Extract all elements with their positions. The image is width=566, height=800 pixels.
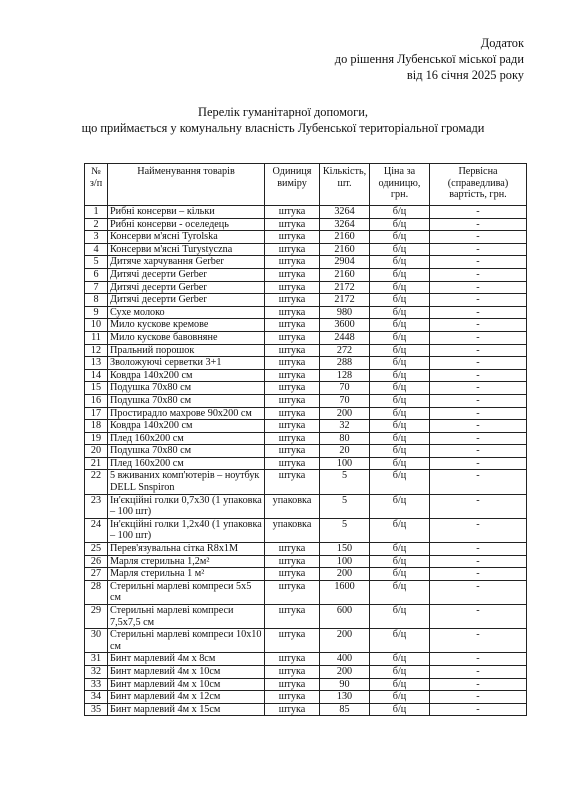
table-row	[85, 678, 527, 691]
cell-quantity: 200	[320, 407, 370, 420]
cell-quantity: 130	[320, 691, 370, 704]
appendix-decision: до рішення Лубенської міської ради	[334, 52, 524, 66]
cell-unit: штука	[265, 703, 320, 716]
cell-name: Подушка 70х80 см	[108, 445, 265, 458]
header-value: Первісна (справедлива) вартість, грн.	[430, 164, 527, 206]
cell-price: б/ц	[370, 445, 430, 458]
cell-unit: штука	[265, 319, 320, 332]
cell-price: б/ц	[370, 580, 430, 604]
table-row	[85, 344, 527, 357]
cell-name: Консерви м'ясні Turystyczna	[108, 243, 265, 256]
cell-number: 29	[85, 605, 108, 629]
heading-line-2: що приймається у комунальну власність Лубенської територіальної громади	[81, 121, 485, 135]
cell-price: б/ц	[370, 357, 430, 370]
table-row	[85, 470, 527, 494]
cell-name: Бинт марлевий 4м х 10см	[108, 665, 265, 678]
cell-name: Бинт марлевий 4м х 10см	[108, 678, 265, 691]
cell-quantity: 150	[320, 543, 370, 556]
cell-number: 8	[85, 294, 108, 307]
cell-quantity: 20	[320, 445, 370, 458]
cell-price: б/ц	[370, 568, 430, 581]
table-row	[85, 281, 527, 294]
cell-unit: штука	[265, 605, 320, 629]
cell-number: 4	[85, 243, 108, 256]
cell-unit: штука	[265, 382, 320, 395]
cell-value: -	[430, 445, 527, 458]
cell-unit: упаковка	[265, 494, 320, 518]
cell-value: -	[430, 470, 527, 494]
cell-quantity: 2172	[320, 281, 370, 294]
table-row	[85, 319, 527, 332]
cell-name: Рибні консерви – кільки	[108, 206, 265, 219]
cell-value: -	[430, 281, 527, 294]
cell-name: Марля стерильна 1 м²	[108, 568, 265, 581]
cell-unit: штука	[265, 206, 320, 219]
cell-name: Плед 160х200 см	[108, 457, 265, 470]
cell-price: б/ц	[370, 457, 430, 470]
cell-number: 32	[85, 665, 108, 678]
table-row	[85, 231, 527, 244]
cell-number: 5	[85, 256, 108, 269]
cell-number: 28	[85, 580, 108, 604]
table-row	[85, 543, 527, 556]
cell-quantity: 3600	[320, 319, 370, 332]
cell-price: б/ц	[370, 665, 430, 678]
cell-value: -	[430, 294, 527, 307]
cell-quantity: 128	[320, 369, 370, 382]
cell-number: 30	[85, 629, 108, 653]
table-row	[85, 357, 527, 370]
cell-price: б/ц	[370, 256, 430, 269]
cell-quantity: 100	[320, 457, 370, 470]
cell-price: б/ц	[370, 382, 430, 395]
cell-quantity: 5	[320, 494, 370, 518]
table-row	[85, 306, 527, 319]
cell-name: Подушка 70х80 см	[108, 382, 265, 395]
cell-price: б/ц	[370, 206, 430, 219]
cell-price: б/ц	[370, 344, 430, 357]
cell-price: б/ц	[370, 306, 430, 319]
cell-price: б/ц	[370, 605, 430, 629]
table-row	[85, 445, 527, 458]
cell-name: Дитячі десерти Gerber	[108, 281, 265, 294]
cell-price: б/ц	[370, 518, 430, 542]
cell-name: Бинт марлевий 4м х 12см	[108, 691, 265, 704]
cell-price: б/ц	[370, 268, 430, 281]
cell-value: -	[430, 580, 527, 604]
cell-quantity: 100	[320, 555, 370, 568]
table-row	[85, 218, 527, 231]
cell-value: -	[430, 518, 527, 542]
cell-price: б/ц	[370, 331, 430, 344]
cell-quantity: 200	[320, 665, 370, 678]
table-row	[85, 294, 527, 307]
cell-number: 35	[85, 703, 108, 716]
cell-quantity: 980	[320, 306, 370, 319]
cell-unit: штука	[265, 331, 320, 344]
cell-number: 18	[85, 420, 108, 433]
cell-number: 23	[85, 494, 108, 518]
cell-unit: штука	[265, 691, 320, 704]
cell-number: 10	[85, 319, 108, 332]
table-row	[85, 665, 527, 678]
cell-price: б/ц	[370, 369, 430, 382]
cell-quantity: 5	[320, 470, 370, 494]
cell-name: Ковдра 140х200 см	[108, 420, 265, 433]
cell-value: -	[430, 653, 527, 666]
cell-unit: штука	[265, 653, 320, 666]
table-row	[85, 605, 527, 629]
cell-value: -	[430, 256, 527, 269]
cell-name: Сухе молоко	[108, 306, 265, 319]
cell-unit: штука	[265, 243, 320, 256]
cell-price: б/ц	[370, 703, 430, 716]
cell-name: Консерви м'ясні Tyrolska	[108, 231, 265, 244]
table-row	[85, 407, 527, 420]
cell-value: -	[430, 306, 527, 319]
cell-name: Дитячі десерти Gerber	[108, 268, 265, 281]
cell-unit: штука	[265, 344, 320, 357]
table-row	[85, 268, 527, 281]
cell-name: Ковдра 140х200 см	[108, 369, 265, 382]
cell-quantity: 272	[320, 344, 370, 357]
cell-price: б/ц	[370, 218, 430, 231]
table-row	[85, 206, 527, 219]
cell-value: -	[430, 629, 527, 653]
cell-number: 3	[85, 231, 108, 244]
cell-value: -	[430, 457, 527, 470]
cell-quantity: 32	[320, 420, 370, 433]
cell-price: б/ц	[370, 432, 430, 445]
table-row	[85, 243, 527, 256]
cell-name: Марля стерильна 1,2м²	[108, 555, 265, 568]
appendix-block	[335, 35, 524, 83]
cell-number: 11	[85, 331, 108, 344]
cell-quantity: 2172	[320, 294, 370, 307]
cell-quantity: 80	[320, 432, 370, 445]
cell-number: 12	[85, 344, 108, 357]
cell-name: Рибні консерви - оселедець	[108, 218, 265, 231]
cell-quantity: 2448	[320, 331, 370, 344]
table-row	[85, 331, 527, 344]
cell-number: 2	[85, 218, 108, 231]
cell-number: 21	[85, 457, 108, 470]
cell-name: Ін'єкційні голки 0,7х30 (1 упаковка – 100 шт)	[108, 494, 265, 518]
cell-name: Стерильні марлеві компреси 5х5 см	[108, 580, 265, 604]
cell-name: Зволожуючі серветки 3+1	[108, 357, 265, 370]
cell-quantity: 5	[320, 518, 370, 542]
cell-number: 6	[85, 268, 108, 281]
cell-unit: штука	[265, 665, 320, 678]
cell-number: 34	[85, 691, 108, 704]
cell-quantity: 2160	[320, 231, 370, 244]
cell-number: 9	[85, 306, 108, 319]
cell-quantity: 2160	[320, 268, 370, 281]
header-number: № з/п	[85, 164, 108, 206]
cell-unit: штука	[265, 580, 320, 604]
cell-price: б/ц	[370, 294, 430, 307]
cell-quantity: 70	[320, 382, 370, 395]
cell-quantity: 3264	[320, 218, 370, 231]
cell-number: 16	[85, 394, 108, 407]
cell-value: -	[430, 543, 527, 556]
cell-quantity: 2904	[320, 256, 370, 269]
cell-unit: штука	[265, 281, 320, 294]
cell-number: 19	[85, 432, 108, 445]
cell-number: 24	[85, 518, 108, 542]
cell-quantity: 90	[320, 678, 370, 691]
header-price: Ціна за одиницю, грн.	[370, 164, 430, 206]
cell-quantity: 1600	[320, 580, 370, 604]
cell-value: -	[430, 494, 527, 518]
cell-unit: штука	[265, 445, 320, 458]
cell-name: Плед 160х200 см	[108, 432, 265, 445]
cell-name: Дитяче харчування Gerber	[108, 256, 265, 269]
cell-unit: штука	[265, 407, 320, 420]
cell-name: Пральний порошок	[108, 344, 265, 357]
table-row	[85, 420, 527, 433]
cell-price: б/ц	[370, 653, 430, 666]
document-heading	[0, 104, 566, 136]
table-row	[85, 691, 527, 704]
cell-number: 1	[85, 206, 108, 219]
cell-quantity: 288	[320, 357, 370, 370]
cell-number: 15	[85, 382, 108, 395]
heading-line-1: Перелік гуманітарної допомоги,	[198, 105, 368, 119]
cell-value: -	[430, 407, 527, 420]
cell-value: -	[430, 703, 527, 716]
appendix-date: від 16 січня 2025 року	[406, 68, 524, 82]
cell-name: Простирадло махрове 90х200 см	[108, 407, 265, 420]
cell-value: -	[430, 319, 527, 332]
cell-unit: штука	[265, 678, 320, 691]
appendix-title: Додаток	[480, 36, 524, 50]
table-row	[85, 369, 527, 382]
header-unit: Одиниця виміру	[265, 164, 320, 206]
cell-unit: штука	[265, 543, 320, 556]
cell-unit: штука	[265, 268, 320, 281]
cell-price: б/ц	[370, 678, 430, 691]
cell-value: -	[430, 344, 527, 357]
cell-quantity: 400	[320, 653, 370, 666]
cell-value: -	[430, 231, 527, 244]
cell-name: Подушка 70х80 см	[108, 394, 265, 407]
cell-name: Перев'язувальна сітка R8х1М	[108, 543, 265, 556]
cell-unit: упаковка	[265, 518, 320, 542]
table-row	[85, 653, 527, 666]
cell-value: -	[430, 678, 527, 691]
cell-name: Мило кускове кремове	[108, 319, 265, 332]
cell-unit: штука	[265, 256, 320, 269]
table-row	[85, 457, 527, 470]
table-row	[85, 580, 527, 604]
cell-price: б/ц	[370, 494, 430, 518]
cell-name: Дитячі десерти Gerber	[108, 294, 265, 307]
cell-price: б/ц	[370, 394, 430, 407]
table-row	[85, 555, 527, 568]
cell-quantity: 200	[320, 568, 370, 581]
cell-name: Бинт марлевий 4м х 15см	[108, 703, 265, 716]
cell-price: б/ц	[370, 555, 430, 568]
cell-unit: штука	[265, 306, 320, 319]
table-row	[85, 568, 527, 581]
cell-value: -	[430, 568, 527, 581]
table-body	[85, 206, 527, 716]
cell-value: -	[430, 420, 527, 433]
table-row	[85, 394, 527, 407]
cell-price: б/ц	[370, 543, 430, 556]
table-row	[85, 382, 527, 395]
table-header-row	[85, 164, 527, 206]
cell-number: 25	[85, 543, 108, 556]
cell-price: б/ц	[370, 319, 430, 332]
table-row	[85, 518, 527, 542]
cell-unit: штука	[265, 369, 320, 382]
cell-value: -	[430, 369, 527, 382]
cell-value: -	[430, 357, 527, 370]
cell-unit: штука	[265, 629, 320, 653]
cell-value: -	[430, 665, 527, 678]
cell-value: -	[430, 555, 527, 568]
cell-name: Стерильні марлеві компреси 10х10 см	[108, 629, 265, 653]
cell-number: 27	[85, 568, 108, 581]
cell-name: Стерильні марлеві компреси 7,5х7,5 см	[108, 605, 265, 629]
cell-number: 14	[85, 369, 108, 382]
cell-quantity: 200	[320, 629, 370, 653]
cell-unit: штука	[265, 420, 320, 433]
cell-number: 33	[85, 678, 108, 691]
cell-quantity: 70	[320, 394, 370, 407]
cell-value: -	[430, 691, 527, 704]
cell-unit: штука	[265, 457, 320, 470]
cell-name: Бинт марлевий 4м х 8см	[108, 653, 265, 666]
table-row	[85, 494, 527, 518]
cell-unit: штука	[265, 568, 320, 581]
cell-quantity: 600	[320, 605, 370, 629]
cell-number: 17	[85, 407, 108, 420]
cell-number: 20	[85, 445, 108, 458]
cell-value: -	[430, 218, 527, 231]
cell-value: -	[430, 605, 527, 629]
cell-name: Ін'єкційні голки 1,2х40 (1 упаковка – 100 шт)	[108, 518, 265, 542]
cell-unit: штука	[265, 432, 320, 445]
cell-quantity: 2160	[320, 243, 370, 256]
cell-value: -	[430, 394, 527, 407]
cell-value: -	[430, 206, 527, 219]
cell-price: б/ц	[370, 420, 430, 433]
cell-value: -	[430, 243, 527, 256]
cell-unit: штука	[265, 218, 320, 231]
cell-price: б/ц	[370, 231, 430, 244]
cell-value: -	[430, 331, 527, 344]
cell-unit: штука	[265, 394, 320, 407]
cell-price: б/ц	[370, 691, 430, 704]
cell-unit: штука	[265, 555, 320, 568]
cell-number: 7	[85, 281, 108, 294]
cell-number: 26	[85, 555, 108, 568]
cell-unit: штука	[265, 470, 320, 494]
cell-quantity: 85	[320, 703, 370, 716]
cell-value: -	[430, 382, 527, 395]
cell-value: -	[430, 268, 527, 281]
cell-name: 5 вживаних комп'ютерів – ноутбук DELL Snspiron	[108, 470, 265, 494]
cell-price: б/ц	[370, 629, 430, 653]
cell-quantity: 3264	[320, 206, 370, 219]
table-row	[85, 703, 527, 716]
cell-number: 13	[85, 357, 108, 370]
table-row	[85, 629, 527, 653]
cell-number: 31	[85, 653, 108, 666]
cell-unit: штука	[265, 357, 320, 370]
table-row	[85, 432, 527, 445]
cell-unit: штука	[265, 231, 320, 244]
cell-price: б/ц	[370, 281, 430, 294]
aid-items-table	[84, 163, 527, 716]
cell-price: б/ц	[370, 407, 430, 420]
cell-value: -	[430, 432, 527, 445]
cell-unit: штука	[265, 294, 320, 307]
header-name: Найменування товарів	[108, 164, 265, 206]
cell-price: б/ц	[370, 470, 430, 494]
cell-price: б/ц	[370, 243, 430, 256]
cell-number: 22	[85, 470, 108, 494]
cell-name: Мило кускове бавовняне	[108, 331, 265, 344]
header-quantity: Кількість, шт.	[320, 164, 370, 206]
table-row	[85, 256, 527, 269]
